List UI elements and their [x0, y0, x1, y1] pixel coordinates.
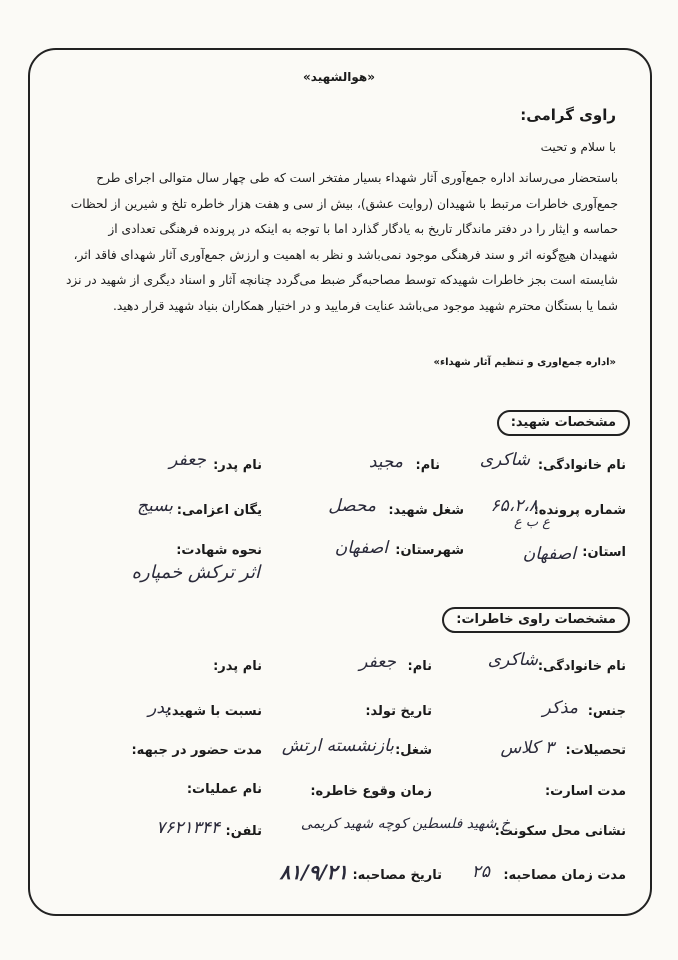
narrator-duration-value[interactable]: ۲۵ — [471, 862, 490, 882]
narrator-education-label: تحصیلات: — [565, 743, 626, 758]
office-signature: «اداره جمع‌اوری و تنظیم آثار شهداء» — [433, 357, 616, 368]
narrator-name-label: نام: — [407, 659, 432, 674]
intro-line: جمع‌آوری خاطرات مرتبط با شهیدان (روایت عشق)، بیش از سی و هفت هزار خاطره تلخ و شیرین از لحظات — [70, 196, 618, 211]
intro-line: باستحضار می‌رساند اداره جمع‌آوری آثار شهداء بسیار مفتخر است که طی چهار سال متوالی اجرای طرح — [96, 171, 618, 185]
martyr-martyrdom-label: نحوه شهادت: — [176, 543, 262, 558]
martyr-name-value[interactable]: مجید — [368, 452, 403, 472]
narrator-relation-label: نسبت با شهید: — [166, 704, 262, 719]
martyr-job-label: شغل شهید: — [388, 503, 464, 518]
narrator-address-label: نشانی محل سکونت: — [494, 824, 626, 839]
martyr-family-value[interactable]: شاکری — [479, 450, 530, 470]
martyr-job-value[interactable]: محصل — [328, 496, 376, 516]
narrator-captivity-label: مدت اسارت: — [544, 784, 626, 799]
martyr-section-title: مشخصات شهید: — [497, 410, 630, 436]
narrator-front-label: مدت حضور در جبهه: — [131, 743, 262, 758]
martyr-martyrdom-value[interactable]: اثر ترکش خمپاره — [131, 562, 260, 583]
martyr-province-label: استان: — [582, 545, 626, 560]
intro-line: شهیدان هیچ‌گونه اثر و سند فرهنگی موجود نمی‌باشد و نظر به اهمیت و ارزش جمع‌آوری آثار شهدای فاقد اثر، — [73, 247, 618, 262]
martyr-city-label: شهرستان: — [395, 543, 464, 558]
narrator-section-title: مشخصات راوی خاطرات: — [442, 607, 630, 633]
martyr-city-value[interactable]: اصفهان — [334, 538, 388, 558]
narrator-education-value[interactable]: ۳ کلاس — [500, 738, 554, 758]
narrator-phone-label: تلفن: — [225, 824, 262, 839]
martyr-name-label: نام: — [415, 458, 440, 473]
narrator-memory-time-label: زمان وقوع خاطره: — [310, 784, 432, 799]
martyr-file-extra: ع ب ع — [513, 515, 550, 530]
martyr-file-value[interactable]: ۶۵،۲،۸ — [490, 496, 538, 516]
narrator-occupation-value[interactable]: بازنشسته ارتش — [281, 736, 394, 756]
narrator-name-value[interactable]: جعفر — [359, 652, 396, 672]
martyr-file-label: شماره پرونده: — [533, 503, 626, 518]
narrator-birth-label: تاریخ تولد: — [365, 704, 432, 719]
narrator-father-label: نام پدر: — [213, 659, 262, 674]
narrator-date-value[interactable]: ۸۱/۹/۲۱ — [279, 860, 348, 884]
narrator-gender-value[interactable]: مذکر — [542, 698, 578, 718]
intro-paragraph — [52, 166, 618, 319]
greeting: راوی گرامی: — [520, 106, 616, 124]
document-title: «هوالشهید» — [303, 70, 375, 84]
martyr-province-value[interactable]: اصفهان — [522, 544, 576, 564]
narrator-duration-label: مدت زمان مصاحبه: — [503, 868, 626, 883]
narrator-occupation-label: شغل: — [395, 743, 432, 758]
intro-line: شما یا بستگان محترم شهید موجود می‌باشد عنایت فرمایید و در اختیار همکاران بنیاد شهید قرار دهید. — [112, 298, 618, 313]
narrator-phone-value[interactable]: ۷۶۲۱۳۴۴ — [156, 818, 220, 838]
martyr-father-value[interactable]: جعفر — [169, 450, 206, 470]
martyr-family-label: نام خانوادگی: — [537, 458, 626, 473]
martyr-unit-value[interactable]: بسیج — [136, 496, 173, 516]
martyr-father-label: نام پدر: — [213, 458, 262, 473]
narrator-relation-value[interactable]: پدر — [148, 698, 170, 718]
narrator-address-value[interactable]: خ شهید فلسطین کوچه شهید کریمی — [300, 816, 510, 832]
narrator-operation-label: نام عملیات: — [186, 782, 262, 797]
narrator-family-value[interactable]: شاکری — [487, 650, 538, 670]
intro-line: شایسته است بجز خاطرات شهیدکه توسط مصاحبه‌گر ضبط می‌گردد چنانچه آثار و اسناد دیگری از شهید در نزد — [65, 273, 618, 287]
narrator-family-label: نام خانوادگی: — [537, 659, 626, 674]
intro-line: حماسه و ایثار را در دفتر ماندگار تاریخ به یادگار گذارد اما با توجه به اینکه در پرونده فرهنگی تعدادی از — [108, 222, 618, 236]
salutation: با سلام و تحیت — [540, 140, 616, 154]
narrator-date-label: تاریخ مصاحبه: — [352, 868, 442, 883]
martyr-unit-label: یگان اعزامی: — [176, 503, 262, 518]
narrator-gender-label: جنس: — [587, 704, 626, 719]
